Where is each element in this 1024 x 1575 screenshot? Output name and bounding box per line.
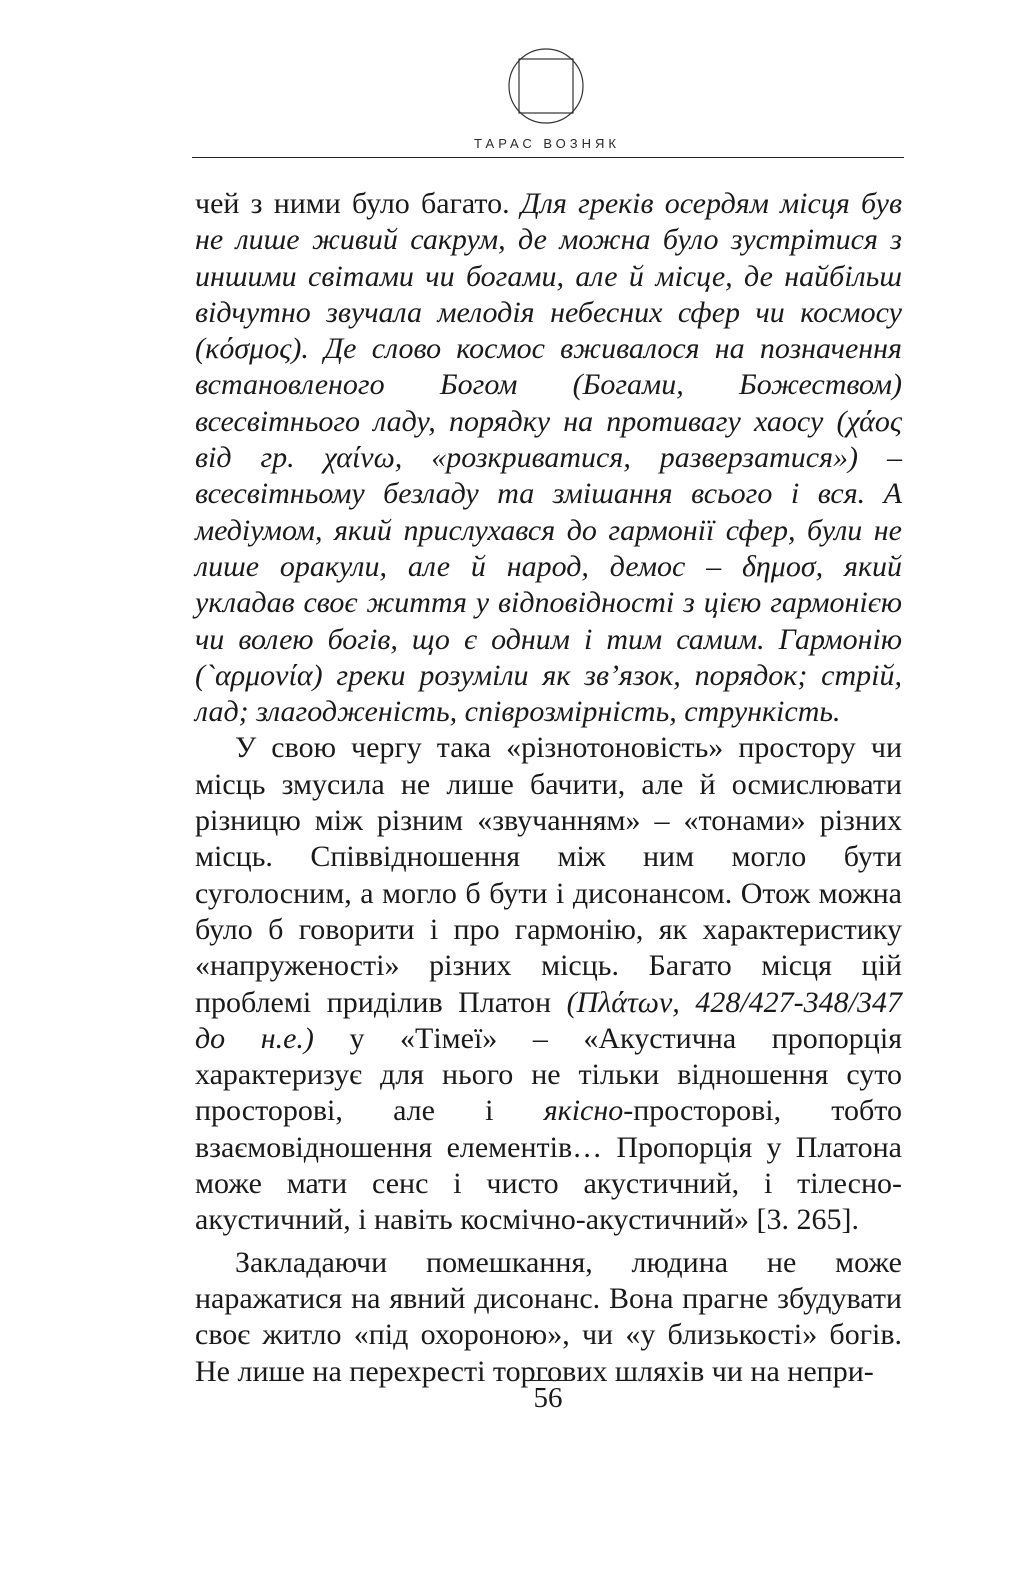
paragraph-1 xyxy=(195,186,902,730)
text-run: у «Тімеї» – «Акустична пропорція характеризує для нього не тільки відношення суто просторові, але і xyxy=(195,1021,902,1128)
italic-text-run: якісно xyxy=(543,1094,624,1128)
body-text xyxy=(195,186,902,1390)
page-number-rule xyxy=(524,1380,572,1381)
paragraph-2 xyxy=(195,730,902,1238)
italic-text-run: Для греків осердям місця був не лише живий сакрум, де можна було зустрітися з иншими світами чи богами, але й місце, де найбільш відчутно звучала мелодія небесних сфер чи космосу (κόσμος). Де слово космос вживалося на позначення встановленого Богом (Богами, Божеством) всесвітнього ладу, порядку на противагу хаосу (χάος від гр. χαίνω, «розкриватися, разверзатися») – всесвітньому безладу та змішання всього і вся. А медіумом, який прислухався до гармонії сфер, були не лише оракули, але й народ, демос – δημοσ, який укладав своє життя у відповідності з цією гармонією чи волею богів, що є одним і тим самим. Гармонію (`αρμονία) греки розуміли як зв’язок, порядок; стрій, лад; злагодженість, співрозмірність, стрункість. xyxy=(195,187,902,729)
paragraph-3 xyxy=(195,1245,902,1390)
text-run: чей з ними було багато. xyxy=(195,187,521,220)
italic-text-run: (Πλάτων, 428/427-348/347 до н.е.) xyxy=(195,985,902,1055)
circle-square-emblem-icon xyxy=(506,46,586,126)
text-run: Закладаючи помешкання, людина не може наражатися на явний дисонанс. Вона прагне збудувати своє житло «під охороною», чи «у близькості» богів. Не лише на перехресті торгових шляхів чи на непри- xyxy=(195,1245,902,1388)
page-number: 56 xyxy=(533,1382,563,1414)
text-run: У свою чергу така «різнотоновість» простору чи місць змусила не лише бачити, але й осмислювати різницю між різним «звучанням» – «тонами» різних місць. Співвідношення між ним могло бути суголосним, а могло б бути і дисонансом. Отож можна було б говорити і про гармонію, як характеристику «напруженості» різних місць. Багато місця цій проблемі приділив Платон xyxy=(195,731,902,1019)
running-head-author: ТАРАС ВОЗНЯК xyxy=(474,136,620,151)
text-run: -просторові, тобто взаємовідношення елементів… Пропорція у Платона може мати сенс і чисто акустичний, і тілесно-акустичний, і навіть космічно-акустичний» [3. 265]. xyxy=(195,1094,902,1237)
header-rule xyxy=(192,157,904,158)
